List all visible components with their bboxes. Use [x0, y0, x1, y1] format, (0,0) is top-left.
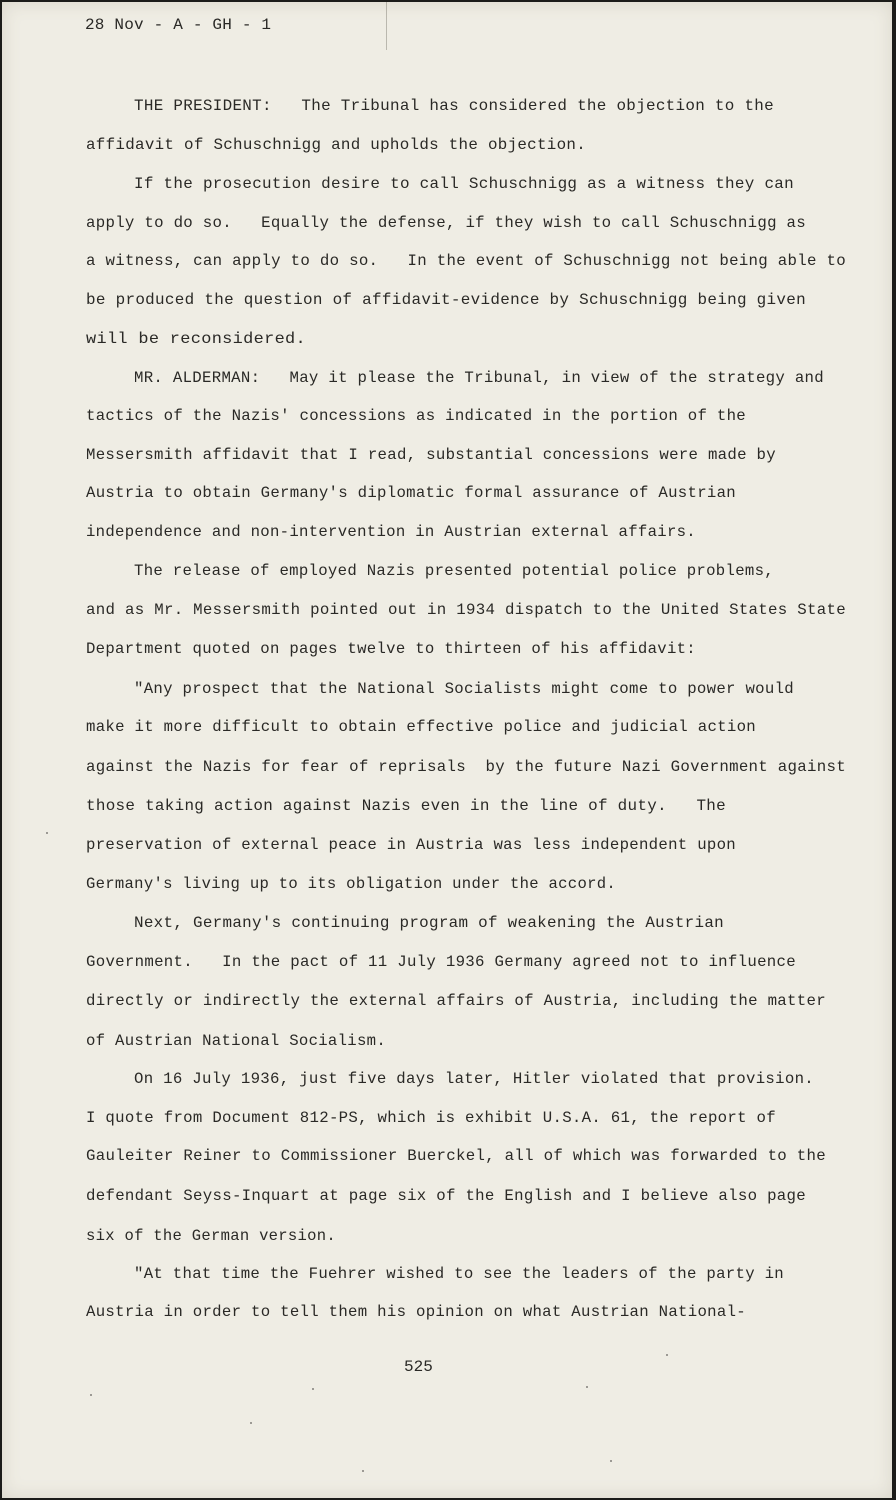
text-line: "Any prospect that the National Socialists might come to power would	[134, 680, 794, 698]
paper-speck	[362, 1470, 364, 1472]
text-line: those taking action against Nazis even in the line of duty. The	[86, 797, 726, 815]
text-line: Germany's living up to its obligation under the accord.	[86, 875, 616, 893]
text-line: On 16 July 1936, just five days later, Hitler violated that provision.	[134, 1070, 814, 1088]
text-line: "At that time the Fuehrer wished to see the leaders of the party in	[134, 1265, 784, 1283]
paper-speck	[312, 1388, 314, 1390]
document-page	[2, 2, 892, 1498]
paper-speck	[586, 1386, 588, 1388]
text-line: and as Mr. Messersmith pointed out in 1934 dispatch to the United States State	[86, 601, 846, 619]
text-line: independence and non-intervention in Austrian external affairs.	[86, 523, 696, 541]
text-line: Messersmith affidavit that I read, substantial concessions were made by	[86, 446, 776, 464]
text-line: Next, Germany's continuing program of weakening the Austrian	[134, 914, 724, 932]
text-line: tactics of the Nazis' concessions as indicated in the portion of the	[86, 407, 746, 425]
paper-speck	[666, 1354, 668, 1356]
text-line: Austria in order to tell them his opinion on what Austrian National-	[86, 1303, 746, 1321]
text-line: MR. ALDERMAN: May it please the Tribunal, in view of the strategy and	[134, 369, 824, 387]
text-line: six of the German version.	[86, 1227, 336, 1245]
text-line: affidavit of Schuschnigg and upholds the objection.	[86, 136, 586, 154]
document-header: 28 Nov - A - GH - 1	[85, 16, 272, 34]
paper-speck	[610, 1460, 612, 1462]
text-line: If the prosecution desire to call Schuschnigg as a witness they can	[134, 175, 794, 193]
text-line: The release of employed Nazis presented potential police problems,	[134, 562, 774, 580]
text-line: make it more difficult to obtain effective police and judicial action	[86, 718, 756, 736]
text-line: preservation of external peace in Austria was less independent upon	[86, 836, 736, 854]
text-line: THE PRESIDENT: The Tribunal has considered the objection to the	[134, 97, 774, 115]
paper-speck	[46, 832, 48, 834]
text-line: of Austrian National Socialism.	[86, 1032, 386, 1050]
text-line: a witness, can apply to do so. In the event of Schuschnigg not being able to	[86, 252, 846, 270]
text-line: will be reconsidered.	[86, 330, 306, 348]
page-number: 525	[404, 1358, 433, 1376]
paper-speck	[90, 1394, 92, 1396]
text-line: directly or indirectly the external affairs of Austria, including the matter	[86, 992, 826, 1010]
paper-fold-mark	[386, 2, 387, 50]
text-line: apply to do so. Equally the defense, if they wish to call Schuschnigg as	[86, 214, 806, 232]
text-line: Gauleiter Reiner to Commissioner Buerckel, all of which was forwarded to the	[86, 1147, 826, 1165]
text-line: Austria to obtain Germany's diplomatic formal assurance of Austrian	[86, 484, 736, 502]
text-line: be produced the question of affidavit-evidence by Schuschnigg being given	[86, 291, 806, 309]
text-line: against the Nazis for fear of reprisals by the future Nazi Government against	[86, 758, 846, 776]
text-line: defendant Seyss-Inquart at page six of the English and I believe also page	[86, 1187, 806, 1205]
text-line: Department quoted on pages twelve to thirteen of his affidavit:	[86, 640, 696, 658]
paper-speck	[250, 1422, 252, 1424]
text-line: Government. In the pact of 11 July 1936 Germany agreed not to influence	[86, 953, 796, 971]
text-line: I quote from Document 812-PS, which is exhibit U.S.A. 61, the report of	[86, 1109, 776, 1127]
